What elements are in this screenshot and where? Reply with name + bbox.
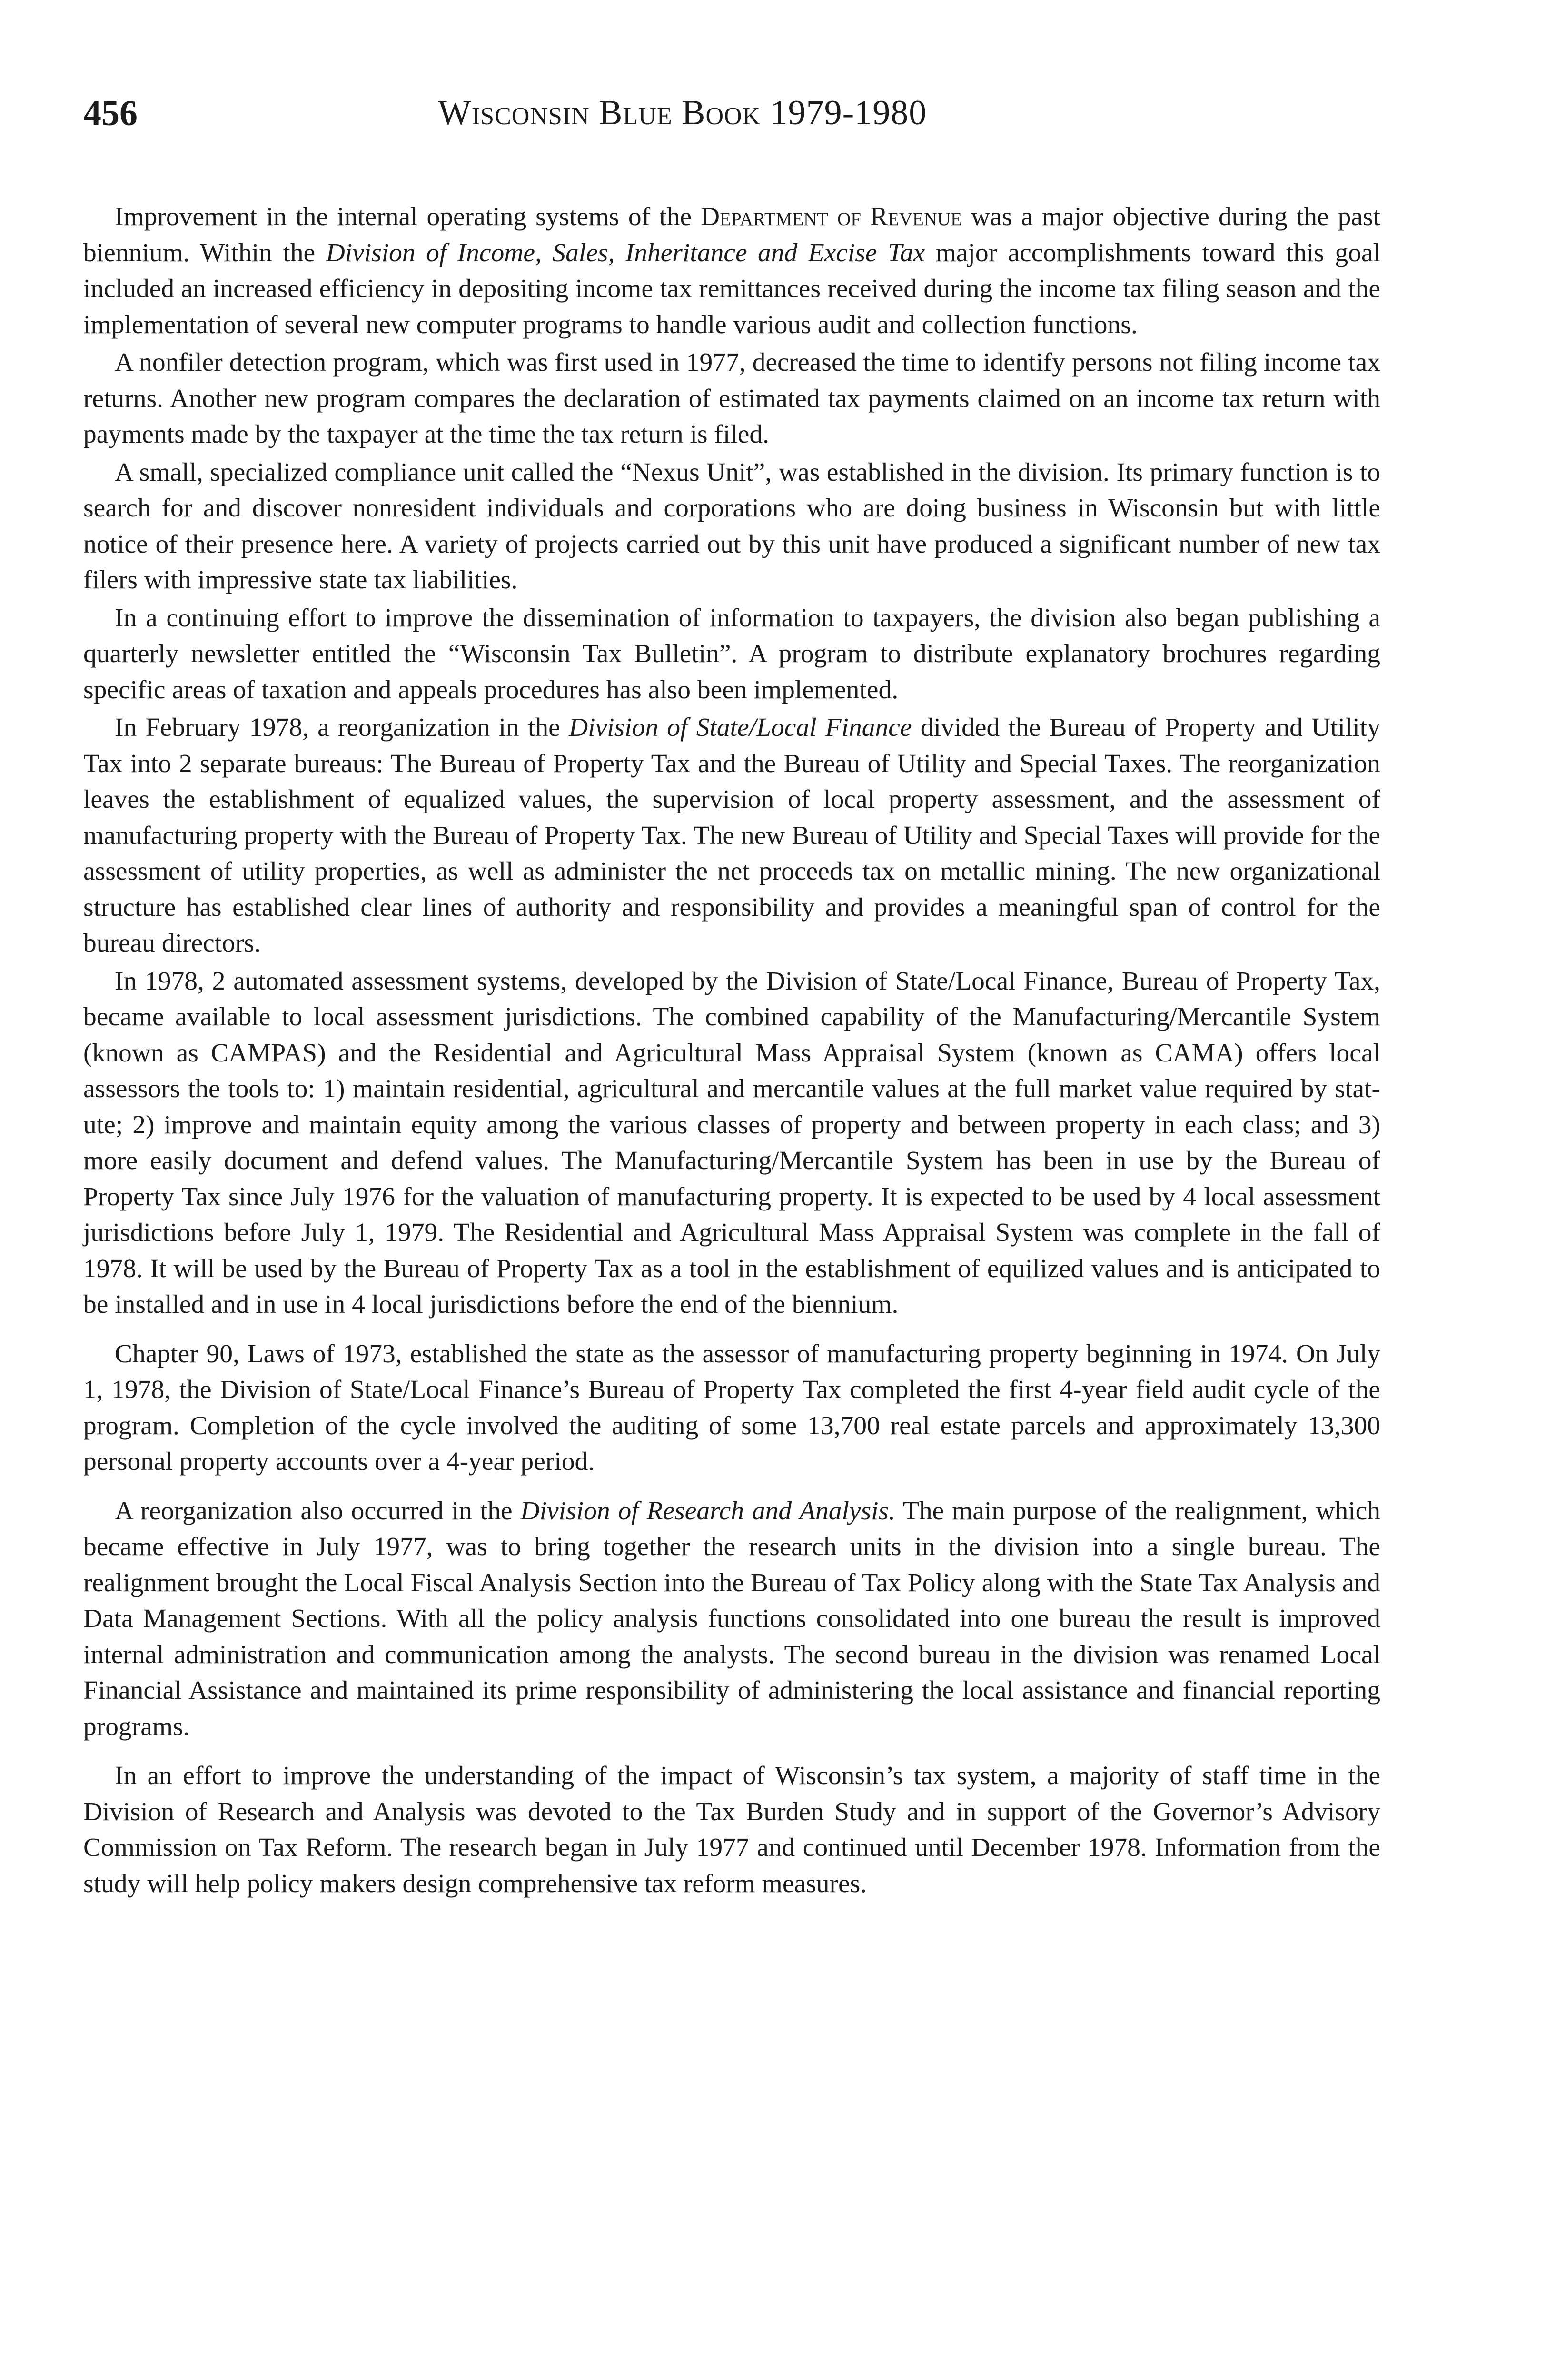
paragraph-nonfiler-detection: A nonfiler detection program, which was first used in 1977, decreased the time to identify persons not filing income tax returns. Another new program compares the declaration of estimated tax payments claimed on an income tax return with payments made by the taxpayer at the time the tax return is filed. bbox=[83, 348, 1380, 449]
page-number: 456 bbox=[83, 93, 138, 133]
article-body bbox=[83, 199, 1380, 1902]
paragraph-text: Improvement in the internal operating systems of the bbox=[115, 202, 701, 231]
division-name: Division of State/Local Finance bbox=[569, 713, 912, 742]
division-name: Division of Research and Analysis. bbox=[520, 1496, 896, 1526]
paragraph-text: divided the Bureau of Property and Utility Tax into 2 separate bureaus: The Bureau of Property Tax and the Bureau of Utility and Special Taxes. The reorganization leaves the establishment of equalized values, the supervision of local property assessment, and the assessment of manufacturing property with the Bureau of Property Tax. The new Bureau of Utility and Special Taxes will provide for the assessment of utility properties, as well as administer the net proceeds tax on metallic mining. The new organizational structure has established clear lines of authority and responsibility and provides a meaningful span of control for the bureau directors. bbox=[83, 713, 1380, 958]
paragraph-research-analysis bbox=[83, 1493, 1380, 1745]
paragraph-internal-systems bbox=[83, 199, 1380, 343]
division-name: Division of Income, Sales, Inheritance and Excise Tax bbox=[326, 238, 925, 268]
paragraph-text: The main purpose of the realignment, which became effective in July 1977, was to bring together the research units in the division into a single bureau. The realignment brought the Local Fiscal Analysis Section into the Bureau of Tax Policy along with the State Tax Analysis and Data Management Sections. With all the policy analysis functions consolidated into one bureau the result is improved internal administration and communication among the analysts. The second bureau in the division was renamed Local Financial Assistance and maintained its prime responsibility of administering the local assistance and financial reporting programs. bbox=[83, 1496, 1381, 1741]
paragraph-tax-burden-study: In an effort to improve the understanding of the impact of Wisconsin’s tax system, a majority of staff time in the Division of Research and Analysis was devoted to the Tax Burden Study and in support of the Governor’s Advisory Commission on Tax Reform. The research began in July 1977 and continued until December 1978. Information from the study will help policy makers design comprehensive tax reform measures. bbox=[83, 1761, 1380, 1898]
paragraph-nexus-unit: A small, specialized compliance unit called the “Nexus Unit”, was established in the division. Its primary function is to search for and discover nonresident individuals and corporations who are doing business in Wisconsin but with little notice of their presence here. A variety of projects carried out by this unit have produced a significant number of new tax filers with impressive state tax liabilities. bbox=[83, 457, 1380, 595]
paragraph-manufacturing-audit: Chapter 90, Laws of 1973, established the state as the assessor of manufacturing property beginning in 1974. On July 1, 1978, the Division of State/Local Finance’s Bureau of Property Tax completed the first 4-year field audit cycle of the program. Completion of the cycle involved the auditing of some 13,700 real estate parcels and approximately 13,300 personal property accounts over a 4-year period. bbox=[83, 1339, 1380, 1476]
paragraph-state-local-finance bbox=[83, 710, 1380, 962]
page-header bbox=[83, 95, 1380, 152]
paragraph-text: In February 1978, a reorganization in the bbox=[115, 713, 569, 742]
paragraph-text: major accomplishments toward this goal included an increased efficiency in depositing income tax remittances received during the income tax filing season and the implementation of several new computer programs to handle various audit and collection functions. bbox=[83, 238, 1380, 339]
department-name: Department of Revenue bbox=[700, 202, 962, 231]
paragraph-text: A reorganization also occurred in the bbox=[115, 1496, 521, 1526]
paragraph-assessment-systems: In 1978, 2 automated assessment systems, developed by the Division of State/Local Finance, Bureau of Property Tax, became available to local assessment jurisdictions. The combined capability of the Manufacturing/Mercantile System (known as CAMPAS) and the Residential and Agricultural Mass Appraisal System (known as CAMA) offers local assessors the tools to: 1) maintain residential, agricultural and mercantile values at the full market value required by statute; 2) improve and maintain equity among the various classes of property and between property in each class; and 3) more easily document and defend values. The Manufacturing/Mercantile System has been in use by the Bureau of Property Tax since July 1976 for the valuation of manufacturing property. It is expected to be used by 4 local assessment jurisdictions before July 1, 1979. The Residential and Agricultural Mass Appraisal System was complete in the fall of 1978. It will be used by the Bureau of Property Tax as a tool in the establishment of equilized values and is anticipated to be installed and in use in 4 local jurisdictions before the end of the biennium. bbox=[83, 966, 1380, 1319]
paragraph-taxpayer-information: In a continuing effort to improve the dissemination of information to taxpayers, the division also began publishing a quarterly newsletter entitled the “Wisconsin Tax Bulletin”. A program to distribute explanatory brochures regarding specific areas of taxation and appeals procedures has also been implemented. bbox=[83, 603, 1380, 704]
paragraph-text: was a major objective during the past biennium. Within the bbox=[83, 202, 1381, 268]
page bbox=[83, 95, 1380, 1904]
running-head: Wisconsin Blue Book 1979-1980 bbox=[438, 93, 927, 132]
